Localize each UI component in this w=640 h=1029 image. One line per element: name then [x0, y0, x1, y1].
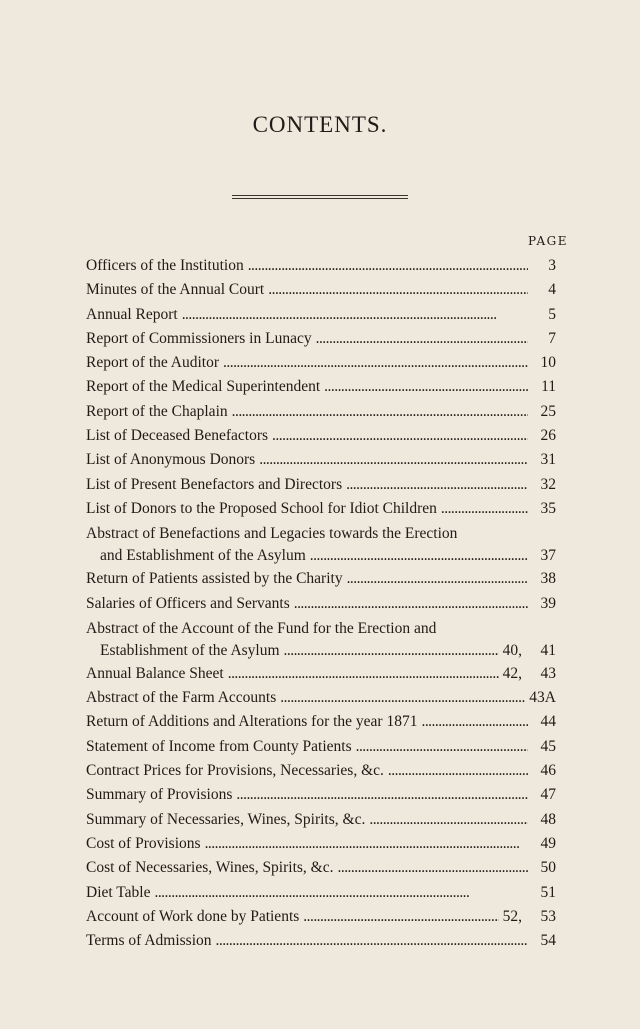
toc-entry — [86, 303, 556, 327]
toc-entry — [86, 905, 556, 929]
toc-entry — [86, 592, 556, 616]
table-of-contents — [86, 254, 556, 953]
toc-entry-title: Establishment of the Asylum — [100, 641, 280, 659]
dot-leader — [347, 567, 528, 591]
toc-entry-page-start: 52, — [502, 907, 522, 925]
toc-entry-page: 10 — [540, 354, 556, 372]
toc-entry-page: 51 — [540, 883, 556, 901]
toc-entry-page: 49 — [540, 834, 556, 852]
toc-entry-title: Return of Patients assisted by the Charity — [86, 570, 343, 588]
dot-leader — [303, 905, 498, 929]
toc-entry-page: 35 — [540, 499, 556, 517]
dot-leader — [216, 929, 529, 953]
toc-entry — [86, 254, 556, 278]
toc-entry-page: 37 — [540, 547, 556, 565]
toc-entry-title: Cost of Provisions — [86, 834, 201, 852]
toc-entry — [86, 710, 556, 734]
toc-entry-page: 3 — [548, 257, 556, 274]
dot-leader — [272, 424, 528, 448]
dot-leader — [316, 327, 528, 351]
toc-entry-title: Officers of the Institution — [86, 257, 244, 274]
dot-leader — [228, 662, 499, 686]
toc-entry-page: 54 — [540, 932, 556, 950]
dot-leader — [223, 351, 528, 375]
dot-leader — [236, 783, 528, 807]
toc-entry-title: Contract Prices for Provisions, Necessaries, &c. — [86, 762, 384, 780]
toc-entry-title: Return of Additions and Alterations for the year 1871 — [86, 713, 418, 731]
toc-entry-title: Salaries of Officers and Servants — [86, 594, 290, 612]
toc-entry — [86, 375, 556, 399]
toc-entry-title: Report of the Medical Superintendent — [86, 378, 321, 396]
dot-leader — [154, 881, 528, 905]
toc-entry — [86, 808, 556, 832]
toc-entry-title: Summary of Necessaries, Wines, Spirits, &c. — [86, 810, 366, 828]
dot-leader — [182, 303, 528, 327]
toc-entry-page: 32 — [540, 475, 556, 493]
toc-entry — [86, 929, 556, 953]
toc-entry — [86, 497, 556, 521]
toc-entry — [86, 881, 556, 905]
toc-entry-title: Terms of Admission — [86, 932, 212, 950]
toc-entry-title: List of Donors to the Proposed School for Idiot Children — [86, 499, 437, 517]
toc-entry — [86, 473, 556, 497]
dot-leader — [248, 254, 528, 278]
dot-leader — [356, 735, 528, 759]
toc-entry-title: Annual Report — [86, 305, 178, 323]
dot-leader — [369, 808, 528, 832]
dot-leader — [280, 686, 525, 710]
toc-entry-page: 31 — [540, 451, 556, 469]
toc-entry-page: 45 — [540, 737, 556, 755]
toc-entry — [86, 327, 556, 351]
title-rule-lower — [232, 198, 408, 199]
toc-entry-page: 47 — [540, 786, 556, 804]
toc-entry-title: Report of the Auditor — [86, 354, 220, 372]
toc-entry-title: Cost of Necessaries, Wines, Spirits, &c. — [86, 859, 334, 877]
toc-entry-page: 46 — [540, 762, 556, 780]
toc-entry-multiline — [86, 618, 556, 662]
toc-entry-page: 25 — [540, 402, 556, 420]
toc-entry-page: 44 — [540, 713, 556, 731]
toc-entry-page-start: 42, — [502, 664, 522, 682]
toc-entry-page: 43 — [540, 664, 556, 682]
toc-entry-multiline — [86, 523, 556, 567]
dot-leader — [294, 592, 528, 616]
toc-entry — [86, 759, 556, 783]
dot-leader — [232, 400, 528, 424]
toc-entry-page-start: 40, — [502, 641, 522, 659]
toc-entry-title: List of Present Benefactors and Directors — [86, 475, 343, 493]
toc-entry-page: 43A — [529, 689, 556, 707]
toc-entry — [86, 567, 556, 591]
toc-entry-title: Report of Commissioners in Lunacy — [86, 329, 312, 347]
dot-leader — [268, 278, 528, 302]
toc-entry-page: 53 — [540, 907, 556, 925]
toc-entry-title: Abstract of the Farm Accounts — [86, 689, 277, 707]
toc-entry — [86, 278, 556, 302]
toc-entry — [86, 400, 556, 424]
toc-entry — [86, 662, 556, 686]
toc-entry-page: 26 — [540, 427, 556, 445]
dot-leader — [338, 856, 529, 880]
toc-entry — [86, 856, 556, 880]
toc-entry-page: 50 — [540, 859, 556, 877]
toc-entry-page: 38 — [540, 570, 556, 588]
toc-entry-page: 39 — [540, 594, 556, 612]
toc-entry-title: Diet Table — [86, 883, 151, 901]
toc-entry-title: Summary of Provisions — [86, 786, 233, 804]
dot-leader — [310, 545, 528, 567]
dot-leader — [346, 473, 528, 497]
toc-entry-title-line1: Abstract of the Account of the Fund for the Erection and — [86, 619, 437, 637]
toc-entry — [86, 735, 556, 759]
toc-entry — [86, 640, 556, 662]
toc-entry-title: Statement of Income from County Patients — [86, 737, 352, 755]
dot-leader — [388, 759, 528, 783]
dot-leader — [441, 497, 528, 521]
toc-entry — [86, 545, 556, 567]
toc-entry — [86, 448, 556, 472]
dot-leader — [259, 448, 528, 472]
toc-entry-title: Report of the Chaplain — [86, 402, 228, 420]
toc-entry-page: 11 — [541, 378, 556, 396]
toc-entry-title: Minutes of the Annual Court — [86, 281, 265, 299]
toc-entry-title: List of Deceased Benefactors — [86, 427, 269, 445]
page-column-heading: PAGE — [528, 234, 568, 248]
dot-leader — [205, 832, 528, 856]
toc-entry-title: List of Anonymous Donors — [86, 451, 256, 469]
toc-entry-page: 48 — [540, 810, 556, 828]
toc-entry-page: 7 — [548, 329, 556, 347]
dot-leader — [421, 710, 528, 734]
toc-entry — [86, 832, 556, 856]
toc-entry-page: 41 — [540, 641, 556, 659]
toc-entry-title: Account of Work done by Patients — [86, 907, 300, 925]
toc-entry — [86, 351, 556, 375]
toc-entry — [86, 686, 556, 710]
toc-entry — [86, 783, 556, 807]
page-title: CONTENTS. — [252, 112, 388, 137]
title-rule-upper — [232, 195, 408, 196]
toc-entry-title-line1: Abstract of Benefactions and Legacies towards the Erection — [86, 525, 458, 543]
toc-entry — [86, 424, 556, 448]
toc-entry-title: and Establishment of the Asylum — [100, 547, 306, 565]
toc-entry-page: 5 — [548, 305, 556, 323]
dot-leader — [284, 640, 499, 662]
toc-entry-title: Annual Balance Sheet — [86, 664, 224, 682]
dot-leader — [324, 375, 528, 399]
toc-entry-page: 4 — [548, 281, 556, 299]
